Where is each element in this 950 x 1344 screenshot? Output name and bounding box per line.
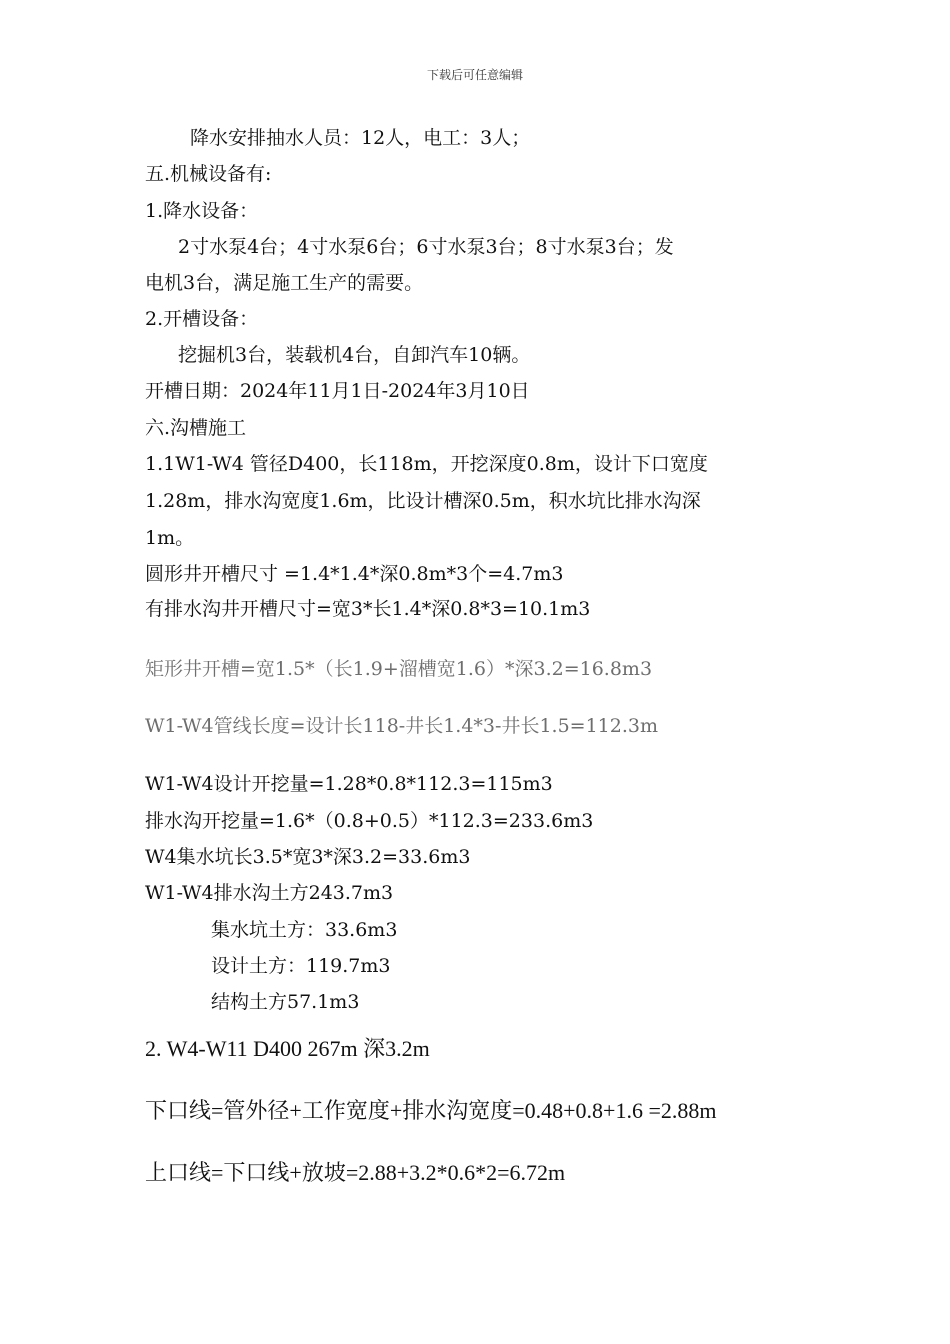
formula-line: W4集水坑长3.5*宽3*深3.2=33.6m3 (145, 846, 471, 868)
formula-line: 结构土方57.1m3 (211, 991, 360, 1013)
text-line: 降水安排抽水人员：12人，电工：3人； (190, 127, 531, 149)
text-line: 1.1W1-W4 管径D400，长118m，开挖深度0.8m，设计下口宽度 (145, 453, 708, 475)
text-line: 开槽日期：2024年11月1日-2024年3月10日 (145, 380, 530, 402)
formula-line: 下口线=管外径+工作宽度+排水沟宽度=0.48+0.8+1.6 =2.88m (145, 1098, 717, 1123)
text-line: 2寸水泵4台；4寸水泵6台；6寸水泵3台；8寸水泵3台；发 (178, 236, 674, 258)
formula-line: 圆形井开槽尺寸 =1.4*1.4*深0.8m*3个=4.7m3 (145, 563, 564, 585)
formula-line: 集水坑土方：33.6m3 (211, 919, 398, 941)
section-heading: 五.机械设备有: (145, 163, 272, 185)
section-heading: 六.沟槽施工 (145, 417, 247, 439)
page-header: 下载后可任意编辑 (426, 68, 523, 82)
subsection-heading: 2.开槽设备： (145, 308, 259, 330)
formula-line: 设计土方：119.7m3 (211, 955, 391, 977)
text-line: 1.28m，排水沟宽度1.6m，比设计槽深0.5m，积水坑比排水沟深 (145, 490, 701, 512)
formula-line: 矩形井开槽=宽1.5*（长1.9+溜槽宽1.6）*深3.2=16.8m3 (145, 658, 653, 680)
text-line: 电机3台，满足施工生产的需要。 (145, 272, 424, 294)
formula-line: W1-W4排水沟土方243.7m3 (145, 882, 394, 904)
text-line: 挖掘机3台，装载机4台，自卸汽车10辆。 (178, 344, 531, 366)
formula-line: 排水沟开挖量=1.6*（0.8+0.5）*112.3=233.6m3 (145, 810, 594, 832)
subsection-heading: 2. W4-W11 D400 267m 深3.2m (145, 1036, 430, 1061)
formula-line: 上口线=下口线+放坡=2.88+3.2*0.6*2=6.72m (145, 1160, 566, 1185)
formula-line: W1-W4管线长度=设计长118-井长1.4*3-井长1.5=112.3m (145, 715, 658, 737)
subsection-heading: 1.降水设备： (145, 200, 259, 222)
formula-line: 有排水沟井开槽尺寸=宽3*长1.4*深0.8*3=10.1m3 (145, 598, 591, 620)
text-line: 1m。 (145, 527, 195, 549)
formula-line: W1-W4设计开挖量=1.28*0.8*112.3=115m3 (145, 773, 553, 795)
